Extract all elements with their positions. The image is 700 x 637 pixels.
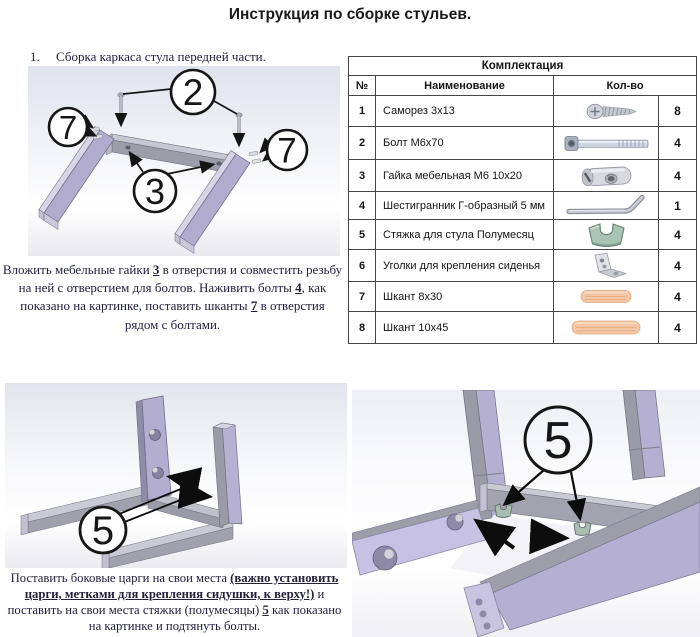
para1-text: , как показано на картинке, поставить шканты	[20, 280, 327, 314]
closeup-render	[352, 390, 700, 637]
column-header-name: Наименование	[376, 76, 554, 96]
part-qty: 4	[659, 127, 697, 160]
closeup-diagram	[352, 390, 700, 637]
important-note: (важно установить царги, метками для крепления сидушки, к верху!)	[24, 571, 339, 601]
hex-key-icon	[559, 192, 654, 219]
part-qty: 8	[659, 96, 697, 127]
parts-table-grid	[348, 56, 697, 344]
part-number: 4	[349, 192, 376, 220]
svg-text:5: 5	[543, 412, 573, 470]
front-frame-render	[28, 66, 340, 256]
svg-text:7: 7	[58, 109, 78, 146]
ref-part-5: 5	[262, 603, 269, 617]
keyhole-slot	[373, 546, 397, 570]
page-title: Инструкция по сборке стульев.	[228, 6, 472, 23]
table-row	[349, 220, 697, 250]
half-moon-clamp-icon	[559, 221, 654, 248]
part-image-cell	[554, 220, 659, 250]
ref-part-3: 3	[152, 262, 160, 277]
ref-part-4: 4	[295, 280, 302, 296]
table-row	[349, 250, 697, 282]
table-row	[349, 192, 697, 220]
table-row	[349, 160, 697, 192]
part-name: Шкант 8х30	[376, 282, 554, 312]
svg-text:7: 7	[277, 131, 297, 171]
barrel-nut-hole-right	[216, 162, 221, 166]
part-number: 3	[349, 160, 376, 192]
part-image-cell	[554, 282, 659, 312]
para2-text: и поставить на свои места стяжки (полумесяцы)	[7, 587, 325, 617]
column-header-qty: Кол-во	[554, 76, 697, 96]
bolt-icon	[559, 130, 654, 157]
part-image-cell	[554, 160, 659, 192]
part-qty: 4	[659, 250, 697, 282]
part-number: 8	[349, 312, 376, 344]
side-frame-diagram	[5, 383, 347, 568]
part-name: Уголки для крепления сиденья	[376, 250, 554, 282]
para1-text: Вложить мебельные гайки	[2, 262, 153, 277]
part-qty: 4	[659, 282, 697, 312]
part-qty: 4	[659, 312, 697, 344]
part-name: Шкант 10х45	[376, 312, 554, 344]
part-name: Шестигранник Г-образный 5 мм	[376, 192, 554, 220]
para1-text: в отверстия рядом с болтами.	[124, 298, 325, 332]
parts-table	[348, 56, 696, 344]
screw-icon	[559, 98, 654, 125]
para1-text: в отверстия и совместить резьбу на ней с отверстием для болтов. Наживить болты	[18, 262, 343, 296]
part-name: Саморез 3х13	[376, 96, 554, 127]
step-heading-text: Сборка каркаса стула передней части.	[56, 49, 266, 64]
dowel-large-icon	[559, 314, 654, 341]
barrel-nut-icon	[559, 162, 654, 189]
table-row	[349, 282, 697, 312]
callout-7-left	[49, 108, 87, 146]
parts-table-title: Комплектация	[349, 57, 697, 76]
dowel-small-icon	[559, 283, 654, 310]
part-name: Стяжка для стула Полумесяц	[376, 220, 554, 250]
part-qty: 1	[659, 192, 697, 220]
part-qty: 4	[659, 220, 697, 250]
front-frame-diagram	[28, 66, 340, 256]
instruction-paragraph-1	[2, 261, 343, 334]
callout-7-right	[267, 130, 307, 171]
part-number: 1	[349, 96, 376, 127]
part-name: Болт М6х70	[376, 127, 554, 160]
part-image-cell	[554, 250, 659, 282]
part-number: 6	[349, 250, 376, 282]
callout-5	[80, 507, 126, 553]
svg-text:5: 5	[91, 509, 115, 553]
column-header-number: №	[349, 76, 376, 96]
part-number: 2	[349, 127, 376, 160]
callout-3	[134, 170, 176, 212]
svg-text:2: 2	[182, 72, 204, 113]
part-image-cell	[554, 192, 659, 220]
barrel-nut-hole-left	[125, 146, 130, 150]
table-row	[349, 127, 697, 160]
part-name: Гайка мебельная М6 10х20	[376, 160, 554, 192]
ref-part-7: 7	[250, 298, 258, 314]
corner-bracket-icon	[559, 252, 654, 279]
part-number: 7	[349, 282, 376, 312]
instruction-paragraph-2	[0, 570, 349, 634]
callout-2	[171, 70, 215, 114]
part-number: 5	[349, 220, 376, 250]
side-frame-render	[5, 383, 347, 568]
part-image-cell	[554, 127, 659, 160]
step-number: 1.	[30, 49, 40, 64]
part-image-cell	[554, 312, 659, 344]
part-image-cell	[554, 96, 659, 127]
part-qty: 4	[659, 160, 697, 192]
svg-text:3: 3	[144, 171, 166, 212]
step-1-heading	[30, 49, 266, 65]
para2-text: как показано на картинке и подтянуть болты.	[88, 603, 342, 633]
table-row	[349, 312, 697, 344]
table-row	[349, 96, 697, 127]
para2-text: Поставить боковые царги на свои места	[10, 571, 231, 585]
